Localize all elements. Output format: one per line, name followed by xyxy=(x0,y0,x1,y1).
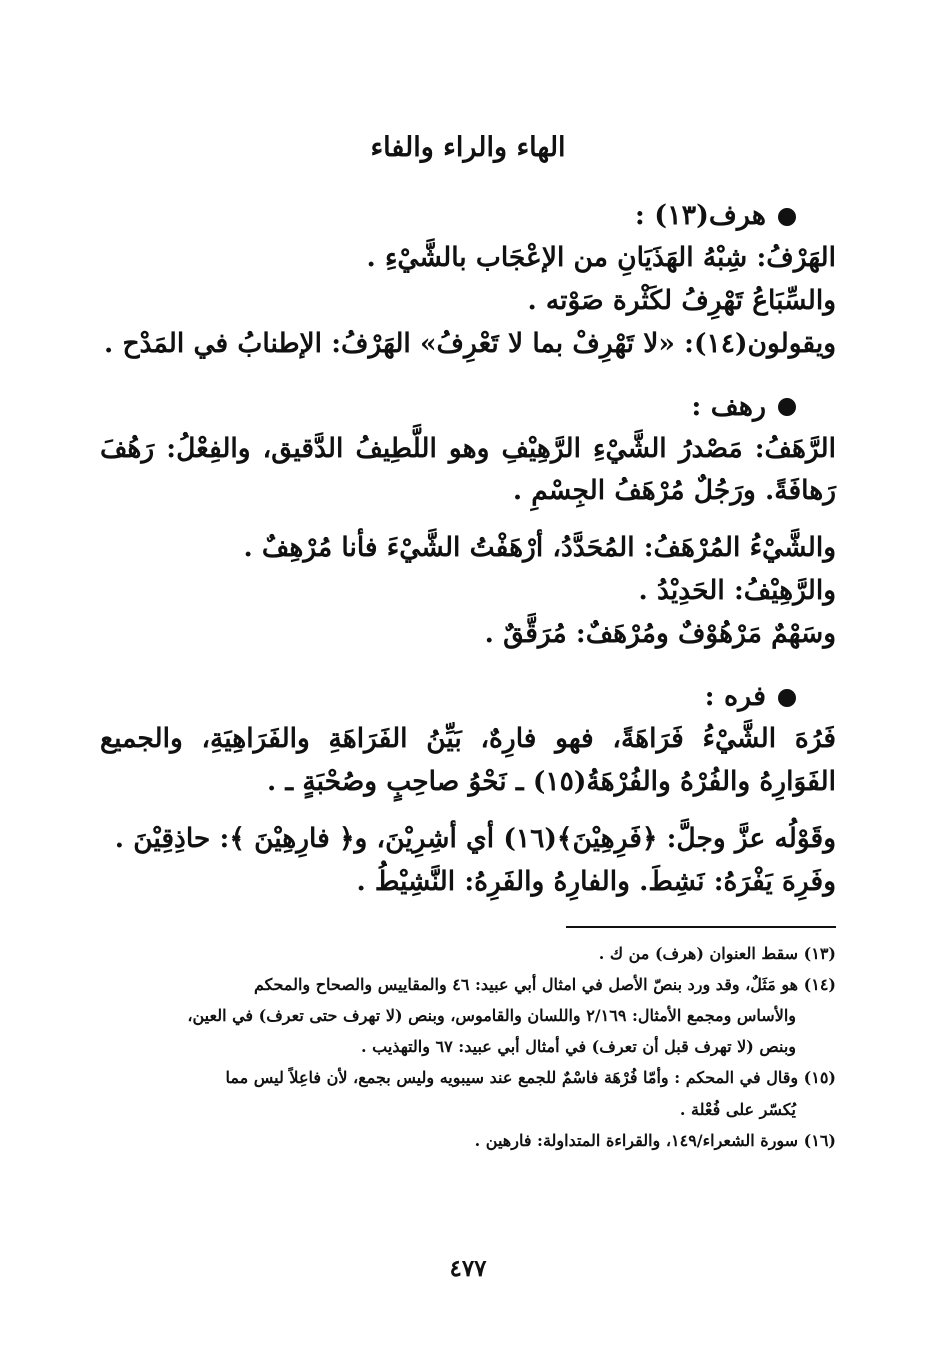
spacer xyxy=(100,513,836,527)
document-page xyxy=(100,130,836,1280)
entry-heading-text: فره : xyxy=(704,681,766,713)
bullet-icon xyxy=(778,398,796,416)
entry-line: والشَّيْءُ المُرْهَفُ: المُحَدَّدُ، أرْهَفْتُ الشَّيْءَ فأنا مُرْهِفٌ . xyxy=(243,532,836,564)
footnote-15-cont: يُكسّر على فُعْلة . xyxy=(679,1099,796,1119)
entry-rahf xyxy=(100,386,836,656)
footnotes xyxy=(100,938,836,1156)
entry-line: وفَرِهَ يَفْرَهُ: نَشِطَ. والفارِهُ والفَرِهُ: النَّشِيْطُ . xyxy=(356,865,836,897)
entry-paragraph: فَرُهَ الشَّيْءُ فَرَاهَةً، فهو فارِهٌ، بَيِّنُ الفَرَاهَةِ والفَرَاهِيَةِ، والجميع الفَوَارِهُ والفُرْهُ والفُرْهَةُ(١٥) ـ نَحْوُ صاحِبٍ وصُحْبَةٍ ـ . xyxy=(100,723,836,797)
entry-harf xyxy=(100,195,836,366)
entry-heading xyxy=(100,676,836,718)
entry-heading-text: رهف : xyxy=(691,390,766,422)
footnote-14-cont: والأساس ومجمع الأمثال: ٢/١٦٩ واللسان والقاموس، وبنص (لا تهرف حتى تعرف) في العين، xyxy=(187,1006,796,1026)
footnote-16: (١٦) سورة الشعراء/١٤٩، والقراءة المتداولة: فارهين . xyxy=(474,1130,836,1150)
footnote-15: (١٥) وقال في المحكم : وأمّا فُرْهَة فاسْمٌ للجمع عند سيبويه وليس بجمع، لأن فاعِلاً ليس مما xyxy=(225,1068,836,1088)
footnote-14-cont: وبنص (لا تهرف قبل أن تعرف) في أمثال أبي عبيد: ٦٧ والتهذيب . xyxy=(361,1037,796,1057)
footnote-13: (١٣) سقط العنوان (هرف) من ك . xyxy=(598,943,836,963)
footnote-divider xyxy=(566,926,836,928)
entry-line: والسِّبَاعُ تَهْرِفُ لكَثْرة صَوْته . xyxy=(527,284,836,316)
entry-line: ويقولون(١٤): «لا تَهْرِفْ بما لا تَعْرِفُ» الهَرْفُ: الإطنابُ في المَدْح . xyxy=(104,327,836,359)
entry-line: والرَّهِيْفُ: الحَدِيْدُ . xyxy=(638,575,836,607)
entry-line: وقَوْلُه عزَّ وجلَّ: ﴿فَرِهِيْنَ﴾(١٦) أي أشِرِيْنَ، و﴿ فارِهِيْنَ ﴾: حاذِقِيْنَ . xyxy=(114,822,836,854)
bullet-icon xyxy=(778,689,796,707)
entry-heading xyxy=(100,195,836,237)
page-number: ٤٧٧ xyxy=(449,1255,487,1282)
chapter-title: الهاء والراء والفاء xyxy=(370,132,566,163)
bullet-icon xyxy=(778,208,796,226)
entry-paragraph: الرَّهَفُ: مَصْدرُ الشَّيْءِ الرَّهِيْفِ وهو اللَّطِيفُ الدَّقيق، والفِعْلُ: رَهُفَ رَهافَةً. ورَجُلٌ مُرْهَفُ الجِسْمِ . xyxy=(100,432,836,507)
entry-farh xyxy=(100,676,836,904)
entry-line: وسَهْمٌ مَرْهُوْفٌ ومُرْهَفٌ: مُرَقَّقٌ . xyxy=(484,618,836,650)
entry-heading xyxy=(100,386,836,428)
spacer xyxy=(100,804,836,818)
footnote-14: (١٤) هو مَثَلٌ، وقد ورد بنصّ الأصل في امثال أبي عبيد: ٤٦ والمقاييس والصحاح والمحكم xyxy=(254,974,836,994)
entry-line: الهَرْفُ: شِبْهُ الهَذَيَانِ من الإعْجَاب بالشَّيْءِ . xyxy=(366,241,836,273)
entry-heading-text: هرف(١٣) : xyxy=(634,200,766,232)
